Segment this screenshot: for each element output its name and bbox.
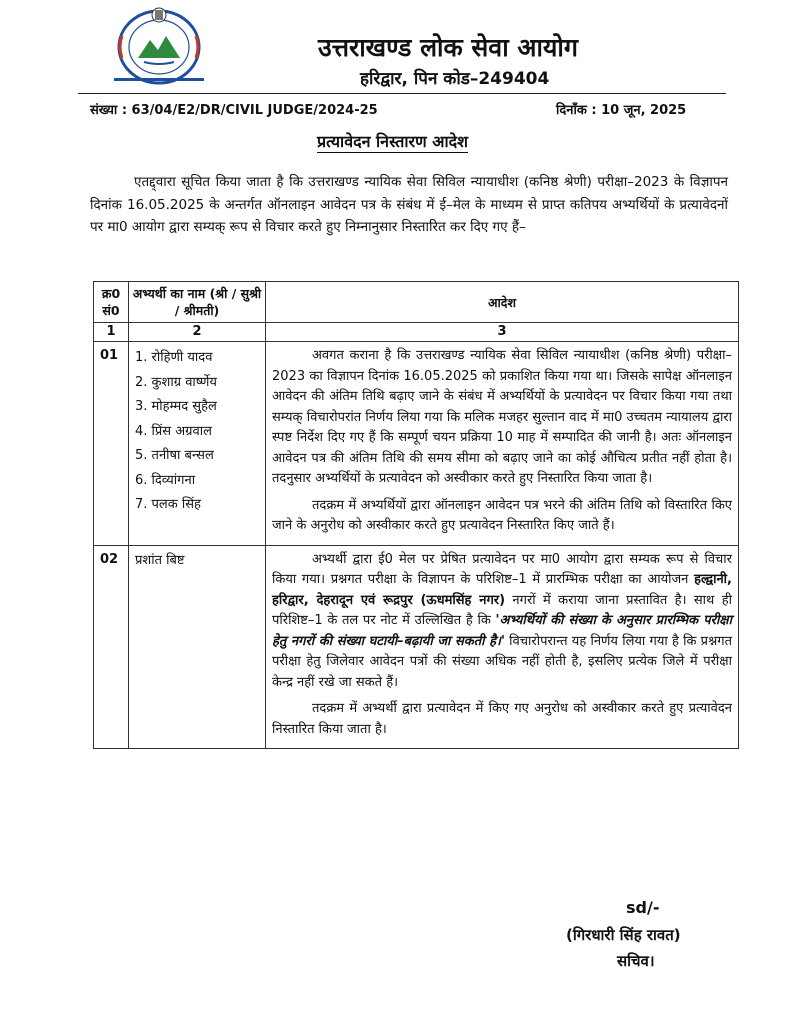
commission-address: हरिद्वार, पिन कोड–249404 xyxy=(360,69,550,89)
order-cell xyxy=(266,545,739,749)
reference-number: संख्या : 63/04/E2/DR/CIVIL JUDGE/2024-25 xyxy=(90,103,378,118)
list-item: 4. प्रिंस अग्रवाल xyxy=(135,423,212,439)
order-text: नगरों में कराया जाना प्रस्तावित है। साथ ही परिशिष्ट–1 के तल पर नोट में उल्लिखित है कि xyxy=(272,592,732,628)
candidate-list xyxy=(135,342,259,518)
header-divider xyxy=(78,93,726,94)
col-number: 3 xyxy=(266,323,739,342)
row-sno: 01 xyxy=(94,342,129,546)
commission-name: उत्तराखण्ड लोक सेवा आयोग xyxy=(318,33,578,62)
column-number-row xyxy=(94,323,739,342)
signature-mark: sd/- xyxy=(626,898,660,917)
row-sno: 02 xyxy=(94,545,129,749)
header-order: आदेश xyxy=(266,282,739,323)
order-text: विचारोपरान्त यह निर्णय लिया गया है कि प्रश्नगत परीक्षा हेतु जिलेवार आवेदन पत्रों की संख्या अधिक नहीं होती है, इसलिए प्रत्येक जिले में परीक्षा केन्द्र नहीं रखे जा सकते हैं। xyxy=(272,633,732,690)
list-item: 7. पलक सिंह xyxy=(135,497,201,512)
order-paragraph xyxy=(272,550,732,694)
list-item: 5. तनीषा बन्सल xyxy=(135,448,214,463)
commission-emblem-logo xyxy=(110,6,208,88)
appendix-note-quote: 'अभ्यर्थियों की संख्या के अनुसार प्रारम्भिक परीक्षा हेतु नगरों की संख्या घटायी–बढ़ायी जा सकती है।' xyxy=(272,613,732,649)
signatory-name: (गिरधारी सिंह रावत) xyxy=(566,926,681,944)
intro-paragraph: एतद्द्वारा सूचित किया जाता है कि उत्तराखण्ड न्यायिक सेवा सिविल न्यायाधीश (कनिष्ठ श्रेणी) परीक्षा–2023 के विज्ञापन दिनांक 16.05.2025 के अन्तर्गत ऑनलाइन आवेदन पत्र के संबंध में ई–मेल के माध्यम से प्राप्त कतिपय अभ्यर्थियों के प्रत्यावेदनों पर मा0 आयोग द्वारा सम्यक् रूप से विचार करते हुए निम्नानुसार निस्तारित कर दिए गए हैं– xyxy=(90,174,728,235)
list-item: 6. दिव्यांगना xyxy=(135,472,196,488)
list-item: 2. कुशाग्र वार्ष्णेय xyxy=(135,374,217,390)
issue-date: दिनाँक : 10 जून, 2025 xyxy=(556,103,687,118)
candidate-list-cell xyxy=(129,342,266,546)
order-text: अभ्यर्थी द्वारा ई0 मेल पर प्रेषित प्रत्यावेदन पर मा0 आयोग द्वारा सम्यक रूप से विचार किया गया। प्रश्नगत परीक्षा के विज्ञापन के परिशिष्ट–1 में प्रारम्भिक परीक्षा का आयोजन xyxy=(272,551,732,587)
header-sno: क्र0 सं0 xyxy=(94,282,129,323)
candidate-cell xyxy=(129,545,266,749)
table-row xyxy=(94,545,739,749)
document-title-text: प्रत्यावेदन निस्तारण आदेश xyxy=(317,132,468,151)
document-title xyxy=(0,130,785,152)
list-item: 1. रोहिणी यादव xyxy=(135,350,213,365)
table-row xyxy=(94,342,739,546)
candidate-name: प्रशांत बिष्ट xyxy=(135,552,185,568)
orders-table xyxy=(93,281,739,749)
list-item: 3. मोहम्मद सुहैल xyxy=(135,399,217,414)
order-paragraph: तदक्रम में अभ्यर्थियों द्वारा ऑनलाइन आवेदन पत्र भरने की अंतिम तिथि को विस्तारित किए जाने के अनुरोध को अस्वीकार करते हुए प्रत्यावेदन निस्तारित किए जाते हैं। xyxy=(272,497,732,533)
order-cell xyxy=(266,342,739,546)
header-candidate: अभ्यर्थी का नाम (श्री / सुश्री / श्रीमती) xyxy=(129,282,266,323)
col-number: 2 xyxy=(129,323,266,342)
col-number: 1 xyxy=(94,323,129,342)
table-header-row xyxy=(94,282,739,323)
order-paragraph: अवगत कराना है कि उत्तराखण्ड न्यायिक सेवा सिविल न्यायाधीश (कनिष्ठ श्रेणी) परीक्षा–2023 का विज्ञापन दिनांक 16.05.2025 को प्रकाशित किया गया था। जिसके सापेक्ष ऑनलाइन आवेदन की अंतिम तिथि बढ़ाए जाने के संबंध में अभ्यर्थियों के प्रत्यावेदन पर विचार किया गया तथा सम्यक् विचारोपरांत निर्णय लिया गया कि मलिक मजहर सुल्तान वाद में मा0 उच्चतम न्यायालय द्वारा स्पष्ट निर्देश दिए गए हैं कि सम्पूर्ण चयन प्रक्रिया 10 माह में सम्पादित की जानी है। अतः ऑनलाइन आवेदन पत्र की अंतिम तिथि की समय सीमा को बढ़ाए जाने का कोई औचित्य प्रतीत नहीं होता है। तदनुसार अभ्यर्थियों के प्रत्यावेदन को अस्वीकार करते हुए निस्तारित किया जाता है। xyxy=(272,348,732,486)
signatory-designation: सचिव। xyxy=(617,952,655,970)
exam-cities: हल्द्वानी, हरिद्वार, देहरादून एवं रूद्रपुर (ऊधमसिंह नगर) xyxy=(272,572,732,608)
order-paragraph: तदक्रम में अभ्यर्थी द्वारा प्रत्यावेदन में किए गए अनुरोध को अस्वीकार करते हुए प्रत्यावेदन निस्तारित किया जाता है। xyxy=(272,701,732,737)
